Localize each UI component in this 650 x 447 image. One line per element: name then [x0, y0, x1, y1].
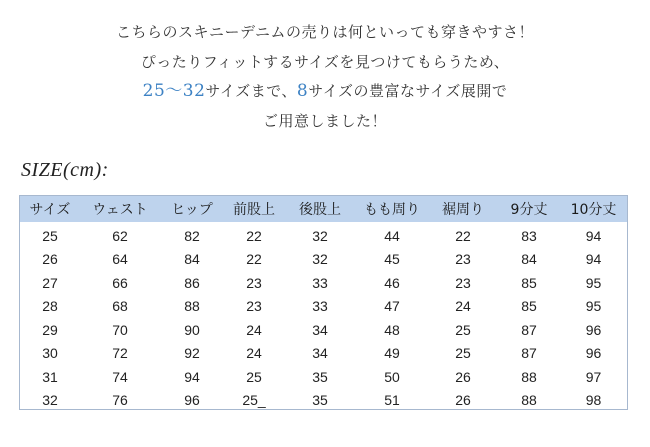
table-cell: 94 [585, 227, 602, 244]
column-header: 裾周り [442, 202, 484, 218]
table-cell: 32 [312, 251, 328, 268]
table-cell: 88 [184, 298, 200, 315]
table-cell: 51 [384, 392, 400, 409]
intro-line-1: こちらのスキニーデニムの売りは何といっても穿きやすさ！ [116, 23, 534, 41]
table-cell: 32 [312, 227, 328, 244]
table-header-row [20, 196, 627, 222]
column-header: 9分丈 [510, 202, 548, 218]
table-cell: 87 [521, 321, 537, 338]
table-cell: 35 [312, 392, 328, 409]
size-count-highlight: 8 [296, 81, 309, 101]
table-cell: 82 [184, 227, 200, 244]
table-row [20, 248, 627, 272]
table-cell: 23 [246, 298, 262, 315]
size-table [20, 196, 627, 412]
table-cell: 96 [184, 392, 200, 409]
intro-line-2: ぴったりフィットするサイズを見つけてもらうため、 [140, 52, 510, 71]
table-row [20, 222, 627, 248]
table-cell: 92 [184, 345, 200, 362]
table-cell: 76 [112, 392, 128, 409]
table-cell: 49 [384, 345, 400, 362]
table-row [20, 271, 627, 295]
table-row [20, 342, 627, 366]
table-cell: 96 [585, 321, 602, 338]
table-cell: 95 [585, 298, 602, 315]
table-cell: 70 [112, 321, 128, 338]
table-cell: 74 [112, 368, 128, 385]
table-cell: 84 [184, 251, 200, 268]
table-cell: 22 [246, 227, 262, 244]
table-cell: 32 [42, 392, 58, 409]
table-row [20, 295, 627, 319]
table-cell: 87 [521, 345, 537, 362]
table-cell: 26 [455, 392, 471, 409]
table-cell: 26 [42, 251, 58, 268]
table-cell: 30 [42, 345, 58, 362]
table-cell: 24 [455, 298, 471, 315]
column-header: 前股上 [233, 202, 275, 218]
table-cell: 46 [384, 274, 400, 291]
table-cell: 34 [312, 321, 328, 338]
table-cell: 50 [384, 368, 400, 385]
table-cell: 98 [585, 392, 602, 409]
table-cell: 97 [585, 368, 602, 385]
table-row [20, 318, 627, 342]
column-header: サイズ [29, 202, 71, 218]
size-range-highlight: 25〜32 [142, 81, 206, 101]
table-cell: 35 [312, 368, 328, 385]
intro-text [0, 18, 650, 136]
table-cell: 66 [112, 274, 128, 291]
table-cell: 84 [521, 251, 537, 268]
table-cell: 44 [384, 227, 400, 244]
table-cell: 34 [312, 345, 328, 362]
table-cell: 94 [585, 251, 602, 268]
column-header: 後股上 [299, 202, 341, 218]
table-cell: 24 [246, 321, 262, 338]
table-cell: 64 [112, 251, 128, 268]
table-cell: 94 [184, 368, 200, 385]
table-cell: 23 [455, 274, 471, 291]
intro-line-3-part-b: サイズの豊富なサイズ展開で [308, 82, 508, 100]
table-cell: 25_ [242, 392, 266, 409]
table-cell: 27 [42, 274, 58, 291]
table-cell: 25 [455, 321, 471, 338]
table-cell: 86 [184, 274, 200, 291]
table-cell: 22 [246, 251, 262, 268]
table-cell: 96 [585, 345, 602, 362]
table-cell: 25 [42, 227, 58, 244]
table-cell: 88 [521, 368, 537, 385]
size-chart-title: SIZE(cm): [21, 159, 109, 181]
table-cell: 22 [455, 227, 471, 244]
table-cell: 48 [384, 321, 400, 338]
table-cell: 23 [246, 274, 262, 291]
table-cell: 72 [112, 345, 128, 362]
table-cell: 29 [42, 321, 58, 338]
table-cell: 88 [521, 392, 537, 409]
table-cell: 23 [455, 251, 471, 268]
intro-line-3 [0, 77, 650, 107]
table-cell: 25 [455, 345, 471, 362]
column-header: ヒップ [171, 202, 213, 218]
size-table-container [19, 195, 628, 410]
column-header: ウェスト [92, 202, 148, 218]
table-cell: 33 [312, 298, 328, 315]
intro-line-3-part-a: サイズまで、 [205, 82, 297, 100]
column-header: 10分丈 [570, 202, 617, 218]
table-cell: 25 [246, 368, 262, 385]
table-cell: 28 [42, 298, 58, 315]
table-cell: 85 [521, 298, 537, 315]
table-cell: 33 [312, 274, 328, 291]
table-cell: 47 [384, 298, 400, 315]
table-cell: 26 [455, 368, 471, 385]
table-cell: 31 [42, 368, 58, 385]
table-cell: 95 [585, 274, 602, 291]
table-cell: 90 [184, 321, 200, 338]
table-row [20, 389, 627, 413]
table-body [20, 222, 627, 412]
table-row [20, 365, 627, 389]
intro-line-4: ご用意しました！ [262, 111, 387, 130]
table-cell: 62 [112, 227, 128, 244]
table-cell: 24 [246, 345, 262, 362]
table-cell: 85 [521, 274, 537, 291]
table-cell: 83 [521, 227, 537, 244]
column-header: もも周り [364, 202, 420, 218]
table-cell: 45 [384, 251, 400, 268]
table-cell: 68 [112, 298, 128, 315]
